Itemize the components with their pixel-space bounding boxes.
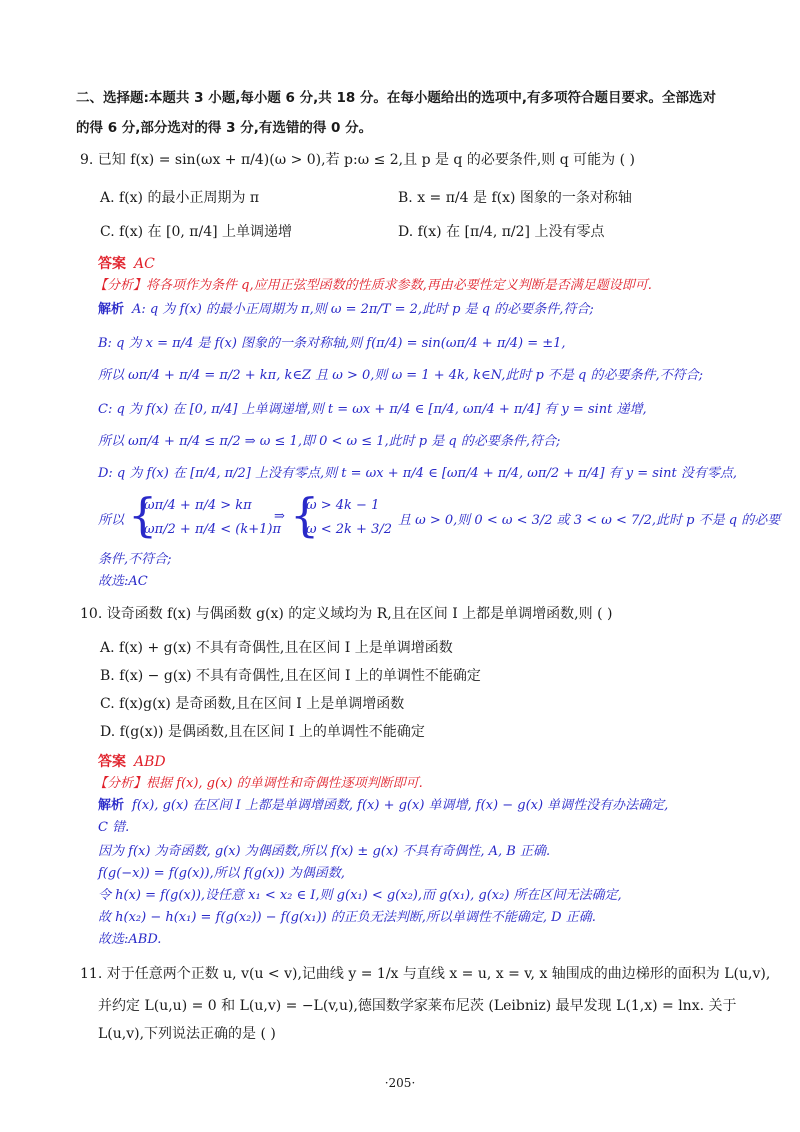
- q10-solution-5: 令 h(x) = f(g(x)),设任意 x₁ < x₂ ∈ I,则 g(x₁) < g(x₂),而 g(x₁), g(x₂) 所在区间无法确定,: [98, 888, 622, 903]
- q10-answer-value: ABD: [134, 754, 166, 770]
- q9-option-c: C. f(x) 在 [0, π/4] 上单调递增: [100, 224, 293, 240]
- q9-solution-2: B: q 为 x = π/4 是 f(x) 图象的一条对称轴,则 f(π/4) = sin(ωπ/4 + π/4) = ±1,: [98, 336, 566, 351]
- q9-system-lead: 所以: [98, 513, 125, 528]
- q10-option-a: A. f(x) + g(x) 不具有奇偶性,且在区间 I 上是单调增函数: [100, 640, 453, 656]
- q9-solution-label: 解析: [98, 302, 125, 317]
- q9-solution-3: 所以 ωπ/4 + π/4 = π/2 + kπ, k∈Z 且 ω > 0,则 ω = 1 + 4k, k∈N,此时 p 不是 q 的必要条件,不符合;: [98, 368, 704, 383]
- q10-option-b: B. f(x) − g(x) 不具有奇偶性,且在区间 I 上的单调性不能确定: [100, 668, 481, 684]
- q9-stem: 9. 已知 f(x) = sin(ωx + π/4)(ω > 0),若 p:ω ≤ 2,且 p 是 q 的必要条件,则 q 可能为 ( ): [80, 152, 635, 168]
- q10-solution-4: f(g(−x)) = f(g(x)),所以 f(g(x)) 为偶函数,: [98, 866, 345, 881]
- q9-solution-1: [98, 300, 748, 320]
- q9-system-tail: 且 ω > 0,则 0 < ω < 3/2 或 3 < ω < 7/2,此时 p 不是 q 的必要: [398, 513, 781, 528]
- q9-system-left-1: ωπ/4 + π/4 > kπ: [144, 498, 252, 513]
- section-header-line1: 二、选择题:本题共 3 小题,每小题 6 分,共 18 分。在每小题给出的选项中,有多项符合题目要求。全部选对: [76, 90, 717, 106]
- q10-answer: [98, 752, 748, 772]
- q9-option-d: D. f(x) 在 [π/4, π/2] 上没有零点: [398, 224, 605, 240]
- q11-line2: 并约定 L(u,u) = 0 和 L(u,v) = −L(v,u),德国数学家莱布尼茨 (Leibniz) 最早发现 L(1,x) = lnx. 关于: [98, 998, 737, 1014]
- q9-solution-4: C: q 为 f(x) 在 [0, π/4] 上单调递增,则 t = ωx + π/4 ∈ [π/4, ωπ/4 + π/4] 有 y = sint 递增,: [98, 402, 647, 417]
- q9-option-a: A. f(x) 的最小正周期为 π: [100, 190, 260, 206]
- q10-solution-label: 解析: [98, 798, 125, 813]
- left-brace-icon: {: [290, 488, 320, 542]
- q10-analysis: 【分析】根据 f(x), g(x) 的单调性和奇偶性逐项判断即可.: [94, 776, 423, 791]
- left-brace-icon: {: [128, 488, 158, 542]
- q9-answer-label: 答案: [98, 256, 126, 272]
- q9-answer: [98, 254, 748, 274]
- q9-system-right-1: ω > 4k − 1: [306, 498, 380, 513]
- q9-solution-8: 故选:AC: [98, 574, 148, 589]
- q9-solution-1-text: A: q 为 f(x) 的最小正周期为 π,则 ω = 2π/T = 2,此时 p 是 q 的必要条件,符合;: [132, 302, 594, 317]
- q11-line1: 11. 对于任意两个正数 u, v(u < v),记曲线 y = 1/x 与直线 x = u, x = v, x 轴围成的曲边梯形的面积为 L(u,v),: [80, 966, 771, 982]
- section-header-line2: 的得 6 分,部分选对的得 3 分,有选错的得 0 分。: [76, 120, 373, 136]
- q10-solution-1: [98, 796, 748, 816]
- q10-solution-6: 故 h(x₂) − h(x₁) = f(g(x₂)) − f(g(x₁)) 的正负无法判断,所以单调性不能确定, D 正确.: [98, 910, 596, 925]
- page-number: ·205·: [384, 1076, 416, 1090]
- q9-option-b: B. x = π/4 是 f(x) 图象的一条对称轴: [398, 190, 632, 206]
- q10-answer-label: 答案: [98, 754, 126, 770]
- implies-icon: ⇒: [274, 509, 285, 524]
- q10-option-c: C. f(x)g(x) 是奇函数,且在区间 I 上是单调增函数: [100, 696, 405, 712]
- q10-solution-2: C 错.: [98, 820, 130, 835]
- q10-solution-3: 因为 f(x) 为奇函数, g(x) 为偶函数,所以 f(x) ± g(x) 不具有奇偶性, A, B 正确.: [98, 844, 551, 859]
- q9-inequality-system: [98, 488, 781, 544]
- q11-line3: L(u,v),下列说法正确的是 ( ): [98, 1026, 276, 1042]
- q9-solution-5: 所以 ωπ/4 + π/4 ≤ π/2 ⇒ ω ≤ 1,即 0 < ω ≤ 1,此时 p 是 q 的必要条件,符合;: [98, 434, 561, 449]
- q9-answer-value: AC: [134, 256, 155, 272]
- q10-stem: 10. 设奇函数 f(x) 与偶函数 g(x) 的定义域均为 R,且在区间 I 上都是单调增函数,则 ( ): [80, 606, 613, 622]
- q9-solution-6: D: q 为 f(x) 在 [π/4, π/2] 上没有零点,则 t = ωx + π/4 ∈ [ωπ/4 + π/4, ωπ/2 + π/4] 有 y = sint 没有零点,: [98, 466, 737, 481]
- q9-system-right-2: ω < 2k + 3/2: [306, 522, 392, 537]
- q10-solution-1-text: f(x), g(x) 在区间 I 上都是单调增函数, f(x) + g(x) 单调增, f(x) − g(x) 单调性没有办法确定,: [132, 798, 669, 813]
- q10-option-d: D. f(g(x)) 是偶函数,且在区间 I 上的单调性不能确定: [100, 724, 425, 740]
- q10-solution-7: 故选:ABD.: [98, 932, 162, 947]
- q9-solution-7: 条件,不符合;: [98, 552, 172, 567]
- q9-analysis: 【分析】将各项作为条件 q,应用正弦型函数的性质求参数,再由必要性定义判断是否满足题设即可.: [94, 278, 652, 293]
- q9-system-left-2: ωπ/2 + π/4 < (k+1)π: [144, 522, 282, 537]
